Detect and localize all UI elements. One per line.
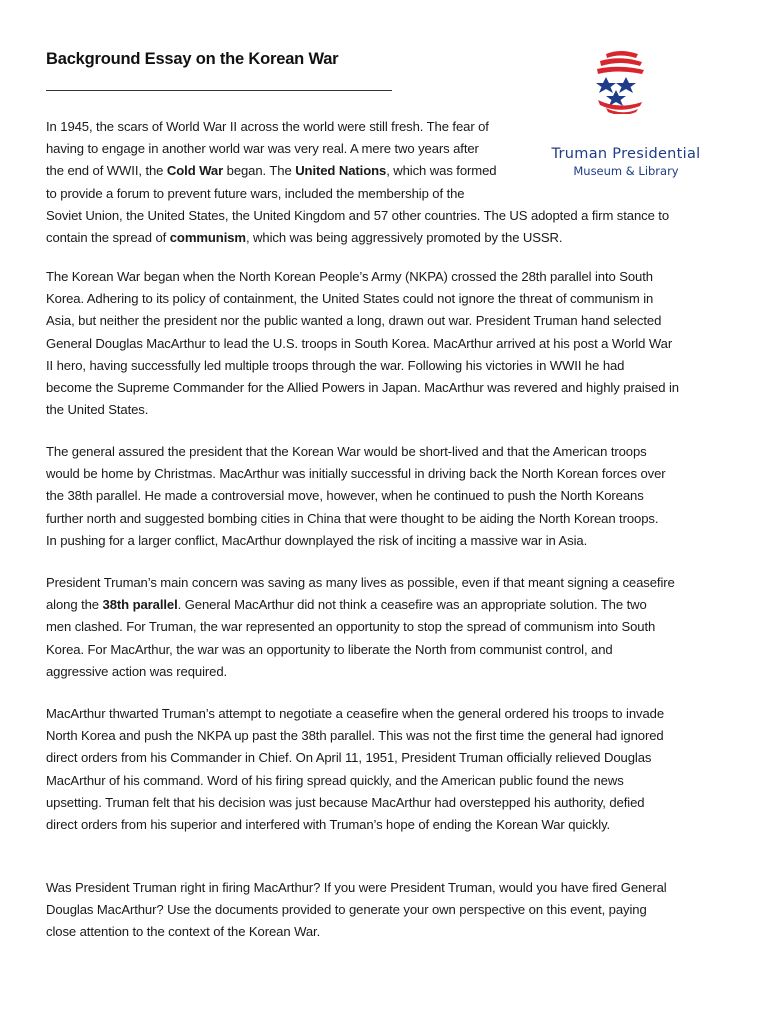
term-38th-parallel: 38th parallel — [102, 597, 178, 613]
paragraph-intro — [46, 116, 726, 249]
text-line: aggressive action was required. — [46, 663, 228, 679]
term-communism: communism — [169, 230, 246, 246]
text-line: direct orders from his superior and interfered with Truman’s hope of ending the Korean War quickly. — [46, 817, 611, 833]
text-line: Korea. For MacArthur, the war was an opportunity to liberate the North from communist control, and — [46, 641, 613, 657]
text-line: President Truman’s main concern was saving as many lives as possible, even if that meant signing a ceasefire — [46, 575, 675, 590]
text-line: the United States. — [46, 402, 149, 418]
text-line: In pushing for a larger conflict, MacArthur downplayed the risk of inciting a massive war in Asia. — [46, 532, 588, 548]
paragraph-question — [46, 877, 726, 944]
text-line: the end of WWII, the Cold War began. The United Nations, which was formed — [46, 163, 497, 179]
text-line: Was President Truman right in firing MacArthur? If you were President Truman, would you have fired General — [46, 880, 667, 895]
text-line: MacArthur of his command. Word of his firing spread quickly, and the American public found the news — [46, 772, 624, 788]
text-line: direct orders from his Commander in Chief. On April 11, 1951, President Truman officially relieved Douglas — [46, 750, 652, 766]
term-cold-war: Cold War — [166, 163, 224, 179]
text-line: The general assured the president that the Korean War would be short-lived and that the American troops — [46, 444, 647, 459]
text-line: II hero, having successfully led multiple troops through the war. Following his victories in WWII he had — [46, 357, 625, 373]
logo-title: Truman Presidential — [551, 146, 701, 162]
text-line: In 1945, the scars of World War II across the world were still fresh. The fear of — [46, 119, 489, 134]
text-line: to provide a forum to prevent future wars, included the membership of the — [46, 185, 465, 201]
paragraph-war-begins — [46, 266, 726, 421]
text-line: MacArthur thwarted Truman’s attempt to negotiate a ceasefire when the general ordered his troops to invade — [46, 706, 665, 721]
text-line: close attention to the context of the Korean War. — [46, 924, 321, 940]
text-line: having to engage in another world war was very real. A mere two years after — [46, 141, 479, 157]
text-line: General Douglas MacArthur to lead the U.S. troops in South Korea. MacArthur arrived at his post a World War — [46, 335, 673, 351]
logo-subtitle: Museum & Library — [573, 164, 679, 178]
text-line: along the 38th parallel. General MacArthur did not think a ceasefire was an appropriate solution. The two — [46, 597, 647, 613]
text-line: the 38th parallel. He made a controversial move, however, when he continued to push the North Koreans — [46, 488, 644, 504]
text-line: upsetting. Truman felt that his decision was just because MacArthur had overstepped his authority, defied — [46, 794, 645, 810]
paragraph-truman-concern — [46, 572, 726, 683]
term-united-nations: United Nations — [295, 163, 387, 179]
text-line: contain the spread of communism, which was being aggressively promoted by the USSR. — [46, 230, 563, 246]
paragraph-general-assured — [46, 441, 726, 552]
text-line: Douglas MacArthur? Use the documents provided to generate your own perspective on this event, paying — [46, 902, 647, 918]
text-line: North Korea and push the NKPA up past the 38th parallel. This was not the first time the general had ignored — [46, 728, 664, 744]
flag-emblem-icon — [592, 50, 648, 114]
text-line: Korea. Adhering to its policy of containment, the United States could not ignore the threat of communism in — [46, 291, 654, 307]
text-line: men clashed. For Truman, the war represented an opportunity to stop the spread of communism into South — [46, 619, 656, 635]
document-title: Background Essay on the Korean War — [46, 50, 339, 68]
title-underline — [46, 90, 392, 91]
paragraph-macarthur-thwarted — [46, 703, 726, 836]
text-line: The Korean War began when the North Korean People’s Army (NKPA) crossed the 28th parallel into South — [46, 269, 653, 284]
text-line: Soviet Union, the United States, the United Kingdom and 57 other countries. The US adopted a firm stance to — [46, 207, 670, 223]
text-line: Asia, but neither the president nor the public wanted a long, drawn out war. President Truman hand selected — [46, 313, 662, 329]
text-line: become the Supreme Commander for the Allied Powers in Japan. MacArthur was revered and highly praised in — [46, 380, 679, 396]
text-line: would be home by Christmas. MacArthur was initially successful in driving back the North Korean forces over — [46, 466, 666, 482]
text-line: further north and suggested bombing cities in China that were thought to be aiding the North Korean troops. — [46, 510, 659, 526]
